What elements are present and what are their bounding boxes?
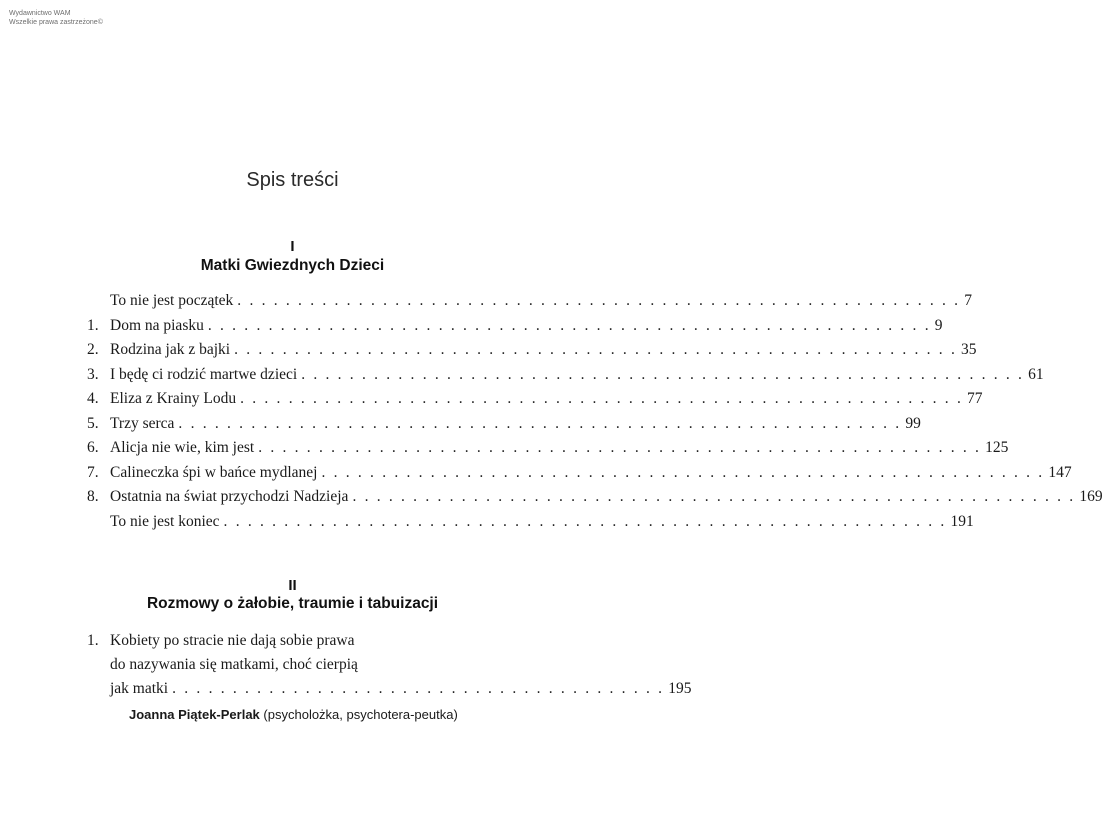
- entry-number: 5.: [87, 414, 99, 432]
- entry-page-number: 147: [1048, 463, 1072, 481]
- dot-leader: . . . . . . . . . . . . . . . . . . . . . . . . . . . . . . . . . . . . . . . . . . . . . . . . . . . . . . . . . . . .: [240, 390, 964, 407]
- entry-title: To nie jest koniec: [110, 512, 220, 530]
- entry-title: Alicja nie wie, kim jest: [110, 439, 255, 456]
- entry-page-number: 125: [985, 439, 1009, 456]
- entry-title: Trzy serca: [110, 414, 175, 432]
- entry-page-number: 9: [934, 316, 943, 334]
- entry-title-line-3: jak matki: [110, 680, 169, 697]
- entry-title-line-2: do nazywania się matkami, choć cierpią: [110, 656, 358, 673]
- toc-entry: [0, 364, 1044, 386]
- toc-entry: [0, 290, 972, 312]
- entry-title: Calineczka śpi w bańce mydlanej: [110, 463, 318, 481]
- copyright-notice: Wszelkie prawa zastrzeżone©: [9, 19, 103, 26]
- dot-leader: . . . . . . . . . . . . . . . . . . . . . . . . . . . . . . . . . . . . . . . . . . . . . . . . . . . . . . . . . . . .: [352, 488, 1076, 505]
- toc-entry: [0, 486, 1103, 508]
- entry-title: I będę ci rodzić martwe dzieci: [110, 365, 298, 383]
- entry-number: 1.: [87, 632, 99, 649]
- entry-number: 8.: [87, 488, 99, 505]
- entry-number: 4.: [87, 390, 99, 407]
- dot-leader: . . . . . . . . . . . . . . . . . . . . . . . . . . . . . . . . . . . . . . . . . . . . . . . . . . . . . . . . . . . .: [321, 463, 1045, 481]
- entry-page-number: 169: [1079, 488, 1103, 505]
- part-2-title: Rozmowy o żałobie, traumie i tabuizacji: [146, 595, 439, 612]
- toc-entry: [0, 511, 974, 533]
- toc-entry: [0, 315, 943, 337]
- entry-title: Dom na piasku: [110, 316, 204, 334]
- author-name: Joanna Piątek-Perlak: [129, 707, 260, 722]
- dot-leader: . . . . . . . . . . . . . . . . . . . . . . . . . . . . . . . . . . . . . . . . . . . . . . . . . . . . . . . . . . . .: [223, 512, 947, 530]
- dot-leader: . . . . . . . . . . . . . . . . . . . . . . . . . . . . . . . . . . . . . . . . . . . . . . . . . . . . . . . . . . . .: [234, 341, 958, 358]
- entry-title: Ostatnia na świat przychodzi Nadzieja: [110, 488, 349, 505]
- dot-leader: . . . . . . . . . . . . . . . . . . . . . . . . . . . . . . . . . . . . . . . . . . . . . . . . . . . . . . . . . . . .: [301, 365, 1025, 383]
- entry-page-number: 99: [905, 414, 921, 432]
- toc-entry: [0, 413, 921, 435]
- dot-leader: . . . . . . . . . . . . . . . . . . . . . . . . . . . . . . . . . . . . . . . . . . . . . . . . . . . . . . . . . . . .: [237, 292, 961, 309]
- dot-leader: . . . . . . . . . . . . . . . . . . . . . . . . . . . . . . . . . . . . . . . . . . . . . . . . . . . . . . . . . . . .: [207, 316, 931, 334]
- dot-leader: . . . . . . . . . . . . . . . . . . . . . . . . . . . . . . . . . . . . . . . . .: [172, 680, 665, 697]
- entry-number: 3.: [87, 365, 99, 383]
- part-1-title: Matki Gwiezdnych Dzieci: [200, 257, 385, 274]
- entry-number: 1.: [87, 316, 99, 334]
- entry-number: 6.: [87, 439, 99, 456]
- entry-page-number: 191: [950, 512, 974, 530]
- dot-leader: . . . . . . . . . . . . . . . . . . . . . . . . . . . . . . . . . . . . . . . . . . . . . . . . . . . . . . . . . . . .: [178, 414, 902, 432]
- publisher-watermark: [9, 9, 103, 27]
- toc-entry: [0, 388, 983, 410]
- toc-entry: [0, 437, 1009, 459]
- part-1-number: I: [290, 238, 295, 255]
- entry-title: Rodzina jak z bajki: [110, 341, 231, 358]
- entry-title: To nie jest początek: [110, 292, 234, 309]
- part-2-number: II: [288, 577, 297, 594]
- toc-entry: [0, 462, 1072, 484]
- entry-page-number: 35: [961, 341, 977, 358]
- entry-title: Eliza z Krainy Lodu: [110, 390, 237, 407]
- entry-title-line-1: Kobiety po stracie nie dają sobie prawa: [110, 632, 355, 649]
- publisher-name: Wydawnictwo WAM: [9, 10, 71, 17]
- entry-page-number: 77: [967, 390, 983, 407]
- entry-author: [129, 707, 459, 723]
- toc-entry-last-line: [0, 678, 692, 700]
- entry-page-number: 195: [668, 680, 692, 697]
- entry-page-number: 61: [1028, 365, 1044, 383]
- entry-page-number: 7: [964, 292, 972, 309]
- toc-entry: [0, 339, 977, 361]
- entry-number: 2.: [87, 341, 99, 358]
- entry-number: 7.: [87, 463, 99, 481]
- dot-leader: . . . . . . . . . . . . . . . . . . . . . . . . . . . . . . . . . . . . . . . . . . . . . . . . . . . . . . . . . . . .: [258, 439, 982, 456]
- page-title: Spis treści: [246, 169, 339, 191]
- author-description: (psycholożka, psychotera-peutka): [263, 707, 458, 722]
